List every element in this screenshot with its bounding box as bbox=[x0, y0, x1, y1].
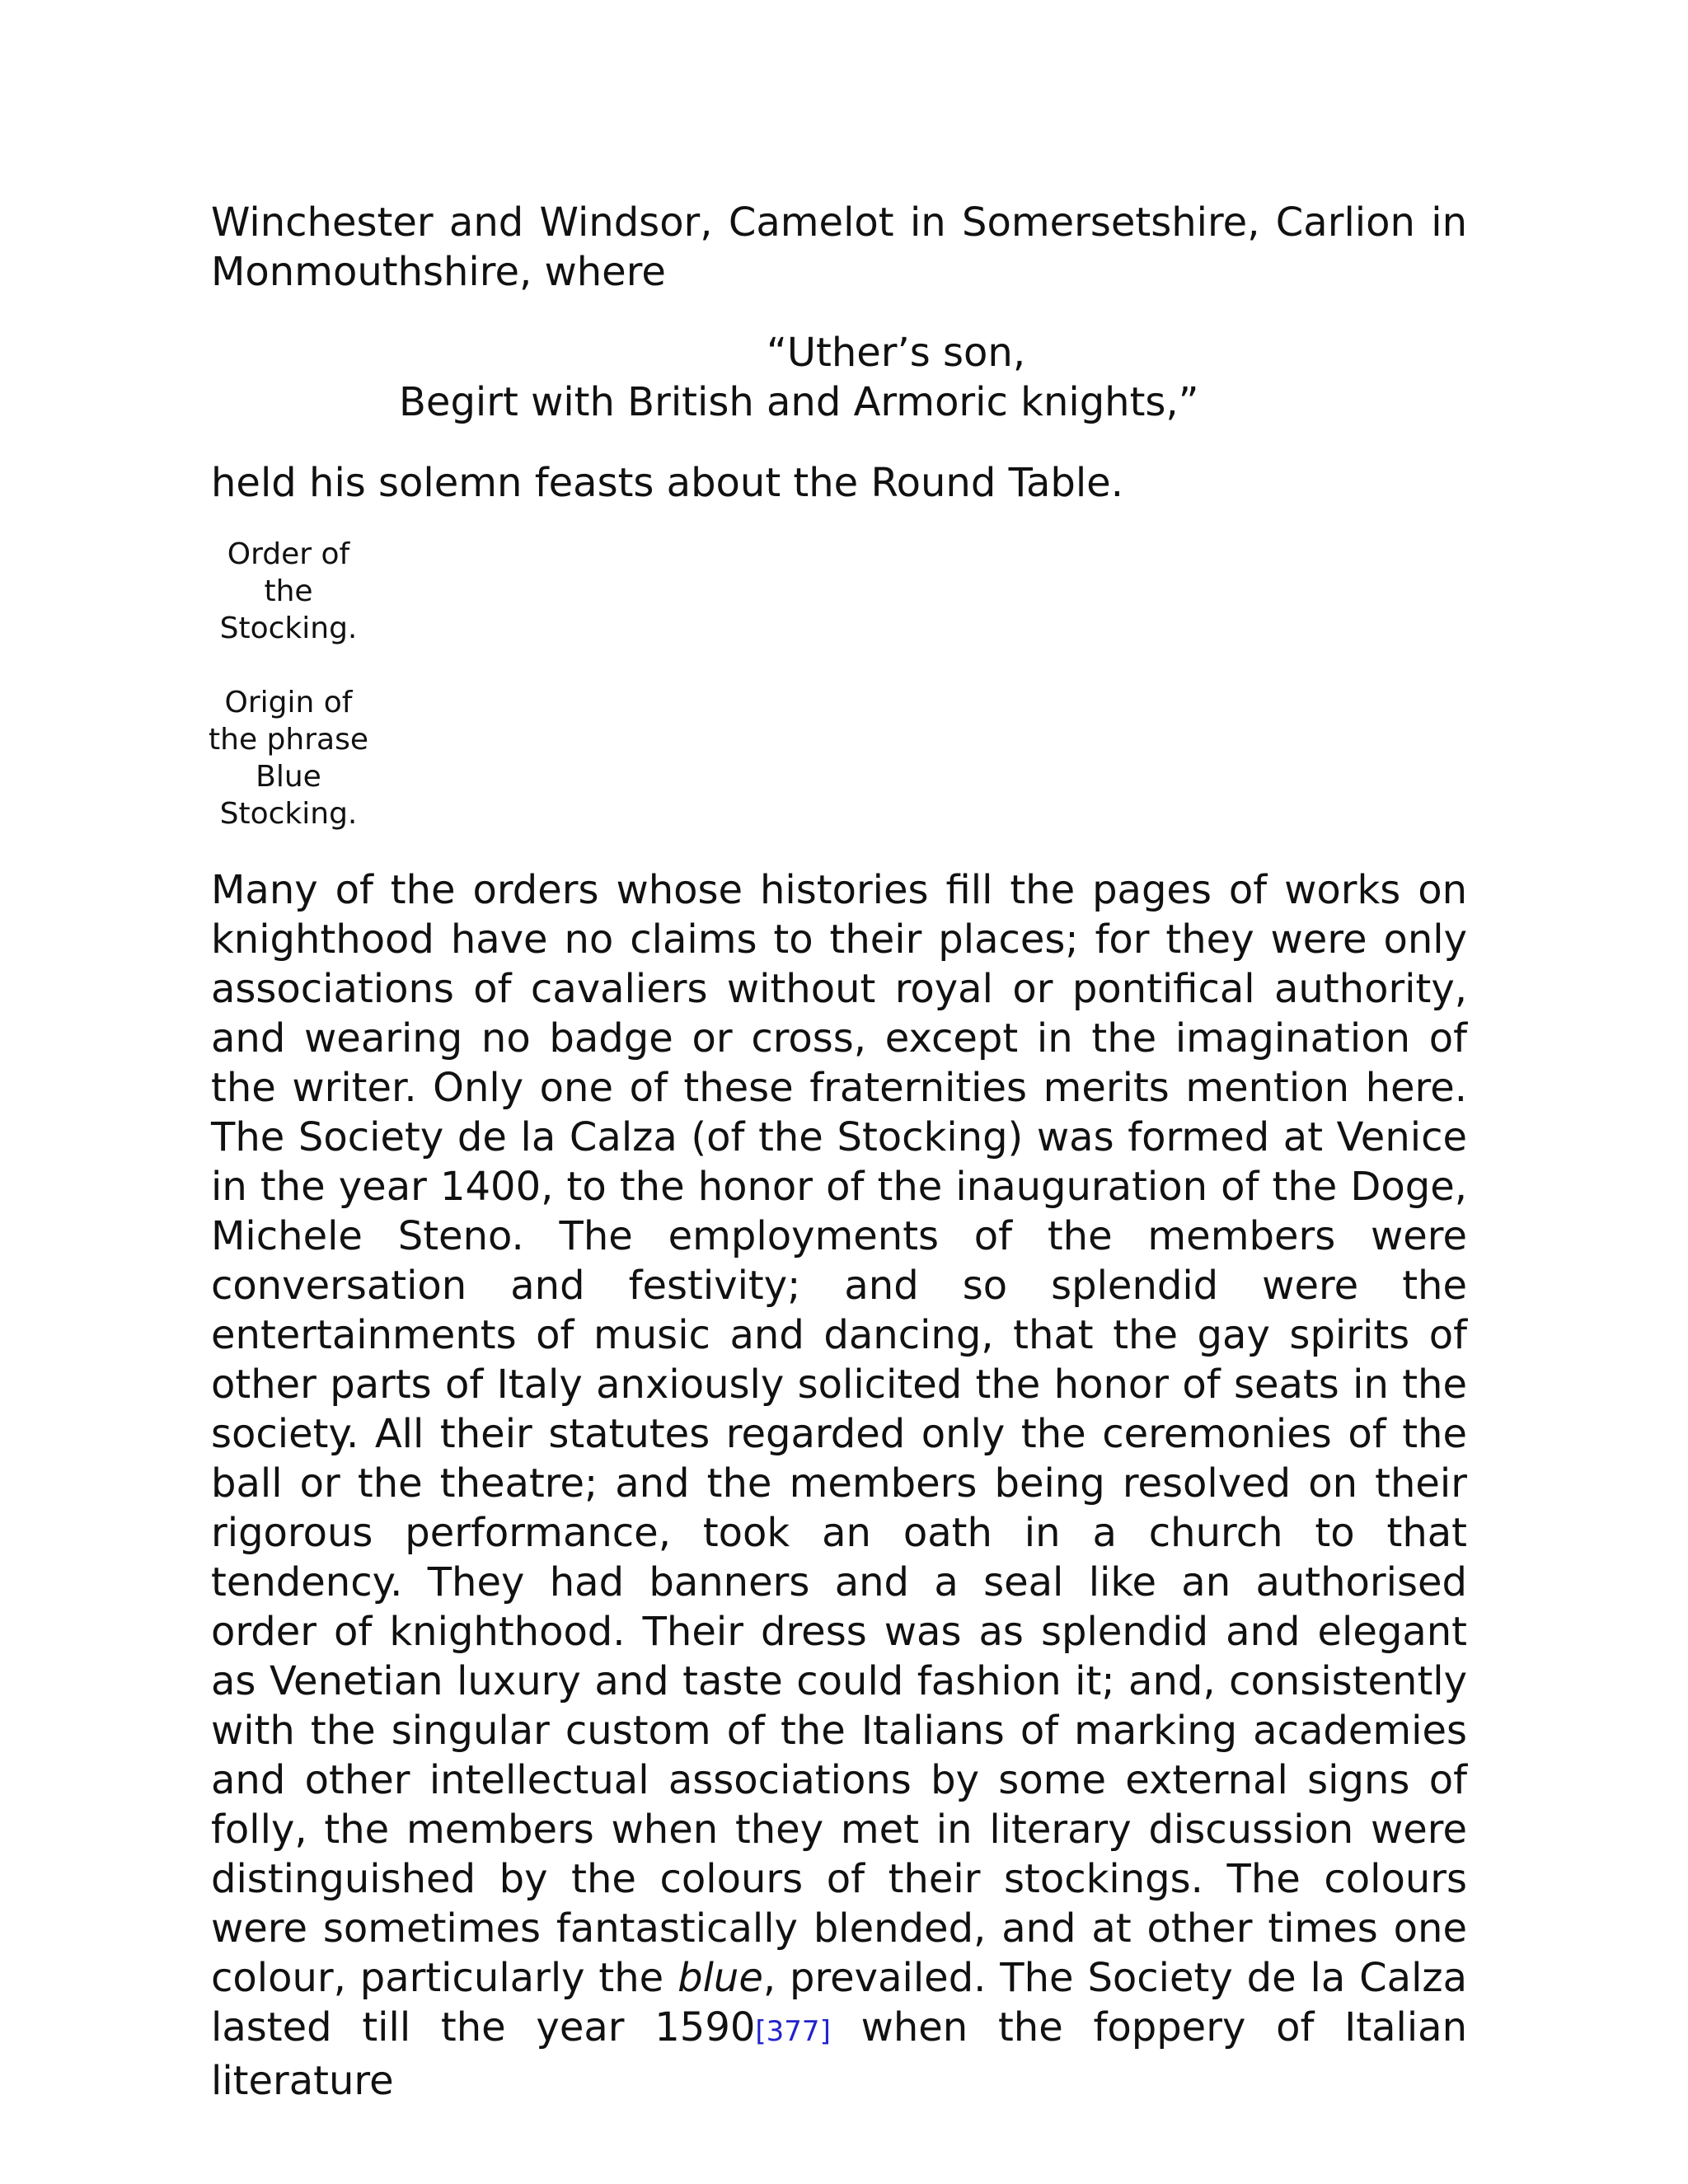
opening-paragraph: Winchester and Windsor, Camelot in Somersetshire, Carlion in Monmouthshire, where bbox=[211, 199, 1467, 295]
footnote-link[interactable]: [377] bbox=[755, 2015, 831, 2048]
held-paragraph: held his solemn feasts about the Round Table. bbox=[211, 460, 1123, 506]
verse-line-1: “Uther’s son, bbox=[767, 330, 1026, 376]
verse-line-2: Begirt with British and Armoric knights,” bbox=[399, 379, 1199, 425]
sidenote-order-of-the-stocking: Order of the Stocking. bbox=[219, 537, 358, 645]
main-text-part-1: Many of the orders whose histories fill the pages of works on knighthood have no claims to their places; for they were only associations of cavaliers without royal or pontifical authority, and wearing no badge or cross, except in the imagination of the writer. Only one of these fraternities merits mention here. The Society de la Calza (of the Stocking) was formed at Venice in the year 1400, to the honor of the inauguration of the Doge, Michele Steno. The employments of the members were conversation and festivity; and so splendid were the entertainments of music and dancing, that the gay spirits of other parts of Italy anxiously solicited the honor of seats in the society. All their statutes regarded only the ceremonies of the ball or the theatre; and the members being resolved on their rigorous performance, took an oath in a church to that tendency. They had banners and a seal like an authorised order of knighthood. Their dress was as splendid and elegant as Venetian luxury and taste could fashion it; and, consistently with the singular custom of the Italians of marking academies and other intellectual associations by some external signs of folly, the members when they met in literary discussion were distinguished by the colours of their stockings. The colours were sometimes fantastically blended, and at other times one colour, particularly the bbox=[211, 867, 1467, 2001]
main-text-part-2: , prevailed. The Society de la Calza lasted till the year 1590 bbox=[211, 1955, 1468, 2050]
main-text-part-3: when the foppery of Italian literature bbox=[211, 2004, 1468, 2104]
main-paragraph bbox=[211, 865, 1467, 2106]
italic-word: blue bbox=[678, 1955, 763, 2001]
sidenote-origin-blue-stocking: Origin of the phrase Blue Stocking. bbox=[209, 686, 368, 831]
